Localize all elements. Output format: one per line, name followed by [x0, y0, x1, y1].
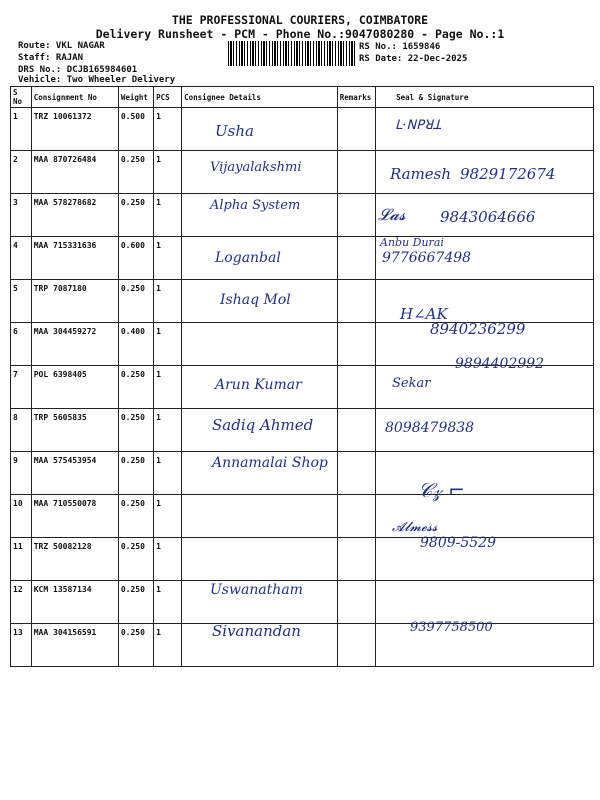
- row-remarks: [337, 151, 375, 194]
- row-remarks: [337, 581, 375, 624]
- drs-label: DRS No.: DCJB165984601: [18, 65, 138, 75]
- row-remarks: [337, 237, 375, 280]
- handwritten-consignee: Ishaq Mol: [220, 292, 291, 308]
- row-sno: 5: [11, 280, 32, 323]
- handwritten-phone: 9776667498: [382, 250, 472, 266]
- row-signature: [376, 452, 594, 495]
- handwritten-consignee: Arun Kumar: [215, 377, 302, 393]
- row-remarks: [337, 366, 375, 409]
- row-consignee: [182, 538, 338, 581]
- column-header: Weight: [118, 87, 153, 108]
- handwritten-consignee: Uswanatham: [210, 582, 303, 598]
- handwritten-name: Sekar: [392, 376, 431, 391]
- row-weight: 0.250: [118, 538, 153, 581]
- handwritten-consignee: Vijayalakshmi: [210, 160, 302, 175]
- row-sno: 4: [11, 237, 32, 280]
- row-consignee: [182, 495, 338, 538]
- row-remarks: [337, 624, 375, 667]
- row-pcs: 1: [154, 409, 182, 452]
- column-header: PCS: [154, 87, 182, 108]
- row-sno: 11: [11, 538, 32, 581]
- row-sno: 6: [11, 323, 32, 366]
- handwritten-consignee: Annamalai Shop: [212, 455, 328, 471]
- row-pcs: 1: [154, 323, 182, 366]
- table-row: [11, 237, 594, 280]
- column-header: Seal & Signature: [376, 87, 594, 108]
- vehicle-label: Vehicle: Two Wheeler Delivery: [18, 75, 176, 85]
- row-pcs: 1: [154, 452, 182, 495]
- handwritten-consignee: Sivanandan: [212, 622, 301, 640]
- row-pcs: 1: [154, 495, 182, 538]
- row-weight: 0.250: [118, 409, 153, 452]
- row-weight: 0.250: [118, 624, 153, 667]
- row-consignment-no: POL 6398405: [31, 366, 118, 409]
- row-weight: 0.400: [118, 323, 153, 366]
- row-remarks: [337, 323, 375, 366]
- column-header: Consignment No: [31, 87, 118, 108]
- row-weight: 0.250: [118, 452, 153, 495]
- table-row: [11, 280, 594, 323]
- row-consignment-no: MAA 710550078: [31, 495, 118, 538]
- row-weight: 0.250: [118, 151, 153, 194]
- row-consignment-no: MAA 575453954: [31, 452, 118, 495]
- barcode: [228, 41, 355, 66]
- row-remarks: [337, 452, 375, 495]
- handwritten-name: Anbu Durai: [380, 236, 444, 249]
- handwritten-signature: 𝓛𝓪𝓼: [378, 205, 406, 224]
- rs-number: RS No.: 1659846: [359, 42, 441, 52]
- route-label: Route: VKL NAGAR: [18, 41, 105, 51]
- row-remarks: [337, 495, 375, 538]
- handwritten-phone: 9843064666: [440, 208, 536, 226]
- row-signature: [376, 581, 594, 624]
- handwritten-consignee: Alpha System: [210, 198, 301, 213]
- handwritten-phone: 8098479838: [385, 420, 475, 436]
- row-pcs: 1: [154, 538, 182, 581]
- row-consignment-no: TRZ 50082128: [31, 538, 118, 581]
- row-pcs: 1: [154, 581, 182, 624]
- handwritten-phone: 9809-5529: [420, 535, 496, 551]
- row-remarks: [337, 538, 375, 581]
- row-pcs: 1: [154, 624, 182, 667]
- row-pcs: 1: [154, 237, 182, 280]
- column-header: Consignee Details: [182, 87, 338, 108]
- company-title: THE PROFESSIONAL COURIERS, COIMBATORE: [171, 13, 429, 27]
- row-remarks: [337, 194, 375, 237]
- row-consignee: [182, 323, 338, 366]
- handwritten-consignee: Loganbal: [215, 250, 281, 266]
- handwritten-signature: H∠AK: [400, 305, 448, 323]
- runsheet-subtitle: Delivery Runsheet - PCM - Phone No.:9047080280 - Page No.:1: [95, 27, 505, 41]
- row-remarks: [337, 108, 375, 151]
- row-weight: 0.250: [118, 194, 153, 237]
- handwritten-consignee: Sadiq Ahmed: [212, 416, 314, 434]
- table-row: [11, 624, 594, 667]
- table-row: [11, 538, 594, 581]
- row-weight: 0.250: [118, 280, 153, 323]
- row-consignment-no: TRP 7087180: [31, 280, 118, 323]
- row-consignment-no: MAA 304459272: [31, 323, 118, 366]
- column-header: S No: [11, 87, 32, 108]
- row-consignment-no: TRZ 10061372: [31, 108, 118, 151]
- row-consignment-no: MAA 578278682: [31, 194, 118, 237]
- row-pcs: 1: [154, 151, 182, 194]
- row-consignment-no: MAA 715331636: [31, 237, 118, 280]
- row-consignment-no: TRP 5605835: [31, 409, 118, 452]
- row-sno: 3: [11, 194, 32, 237]
- row-sno: 9: [11, 452, 32, 495]
- handwritten-signature: ꓡ·ꓠꓑꓤꓕ: [395, 118, 441, 133]
- row-pcs: 1: [154, 194, 182, 237]
- table-row: [11, 495, 594, 538]
- row-sno: 2: [11, 151, 32, 194]
- row-weight: 0.250: [118, 581, 153, 624]
- row-weight: 0.500: [118, 108, 153, 151]
- row-remarks: [337, 280, 375, 323]
- row-consignment-no: MAA 870726484: [31, 151, 118, 194]
- row-pcs: 1: [154, 280, 182, 323]
- table-header-row: [11, 87, 594, 108]
- row-sno: 10: [11, 495, 32, 538]
- staff-label: Staff: RAJAN: [18, 53, 84, 63]
- row-consignment-no: KCM 13587134: [31, 581, 118, 624]
- row-pcs: 1: [154, 108, 182, 151]
- handwritten-phone: 8940236299: [430, 320, 526, 338]
- row-remarks: [337, 409, 375, 452]
- handwritten-name: Ramesh: [390, 165, 452, 183]
- handwritten-signature: 𝒞𝓏 ⌐: [418, 478, 465, 502]
- row-sno: 7: [11, 366, 32, 409]
- handwritten-signature: 𝓐𝓵𝓶𝓮𝓼𝓼: [392, 520, 438, 535]
- row-sno: 1: [11, 108, 32, 151]
- row-weight: 0.250: [118, 366, 153, 409]
- row-sno: 12: [11, 581, 32, 624]
- handwritten-phone: 9894402992: [455, 356, 545, 372]
- handwritten-phone: 9397758500: [410, 620, 493, 635]
- row-weight: 0.600: [118, 237, 153, 280]
- row-sno: 13: [11, 624, 32, 667]
- handwritten-consignee: Usha: [215, 122, 254, 140]
- table-row: [11, 108, 594, 151]
- rs-date: RS Date: 22-Dec-2025: [359, 54, 468, 64]
- row-pcs: 1: [154, 366, 182, 409]
- row-weight: 0.250: [118, 495, 153, 538]
- row-consignment-no: MAA 304156591: [31, 624, 118, 667]
- handwritten-phone: 9829172674: [460, 165, 556, 183]
- column-header: Remarks: [337, 87, 375, 108]
- row-sno: 8: [11, 409, 32, 452]
- row-consignee: [182, 108, 338, 151]
